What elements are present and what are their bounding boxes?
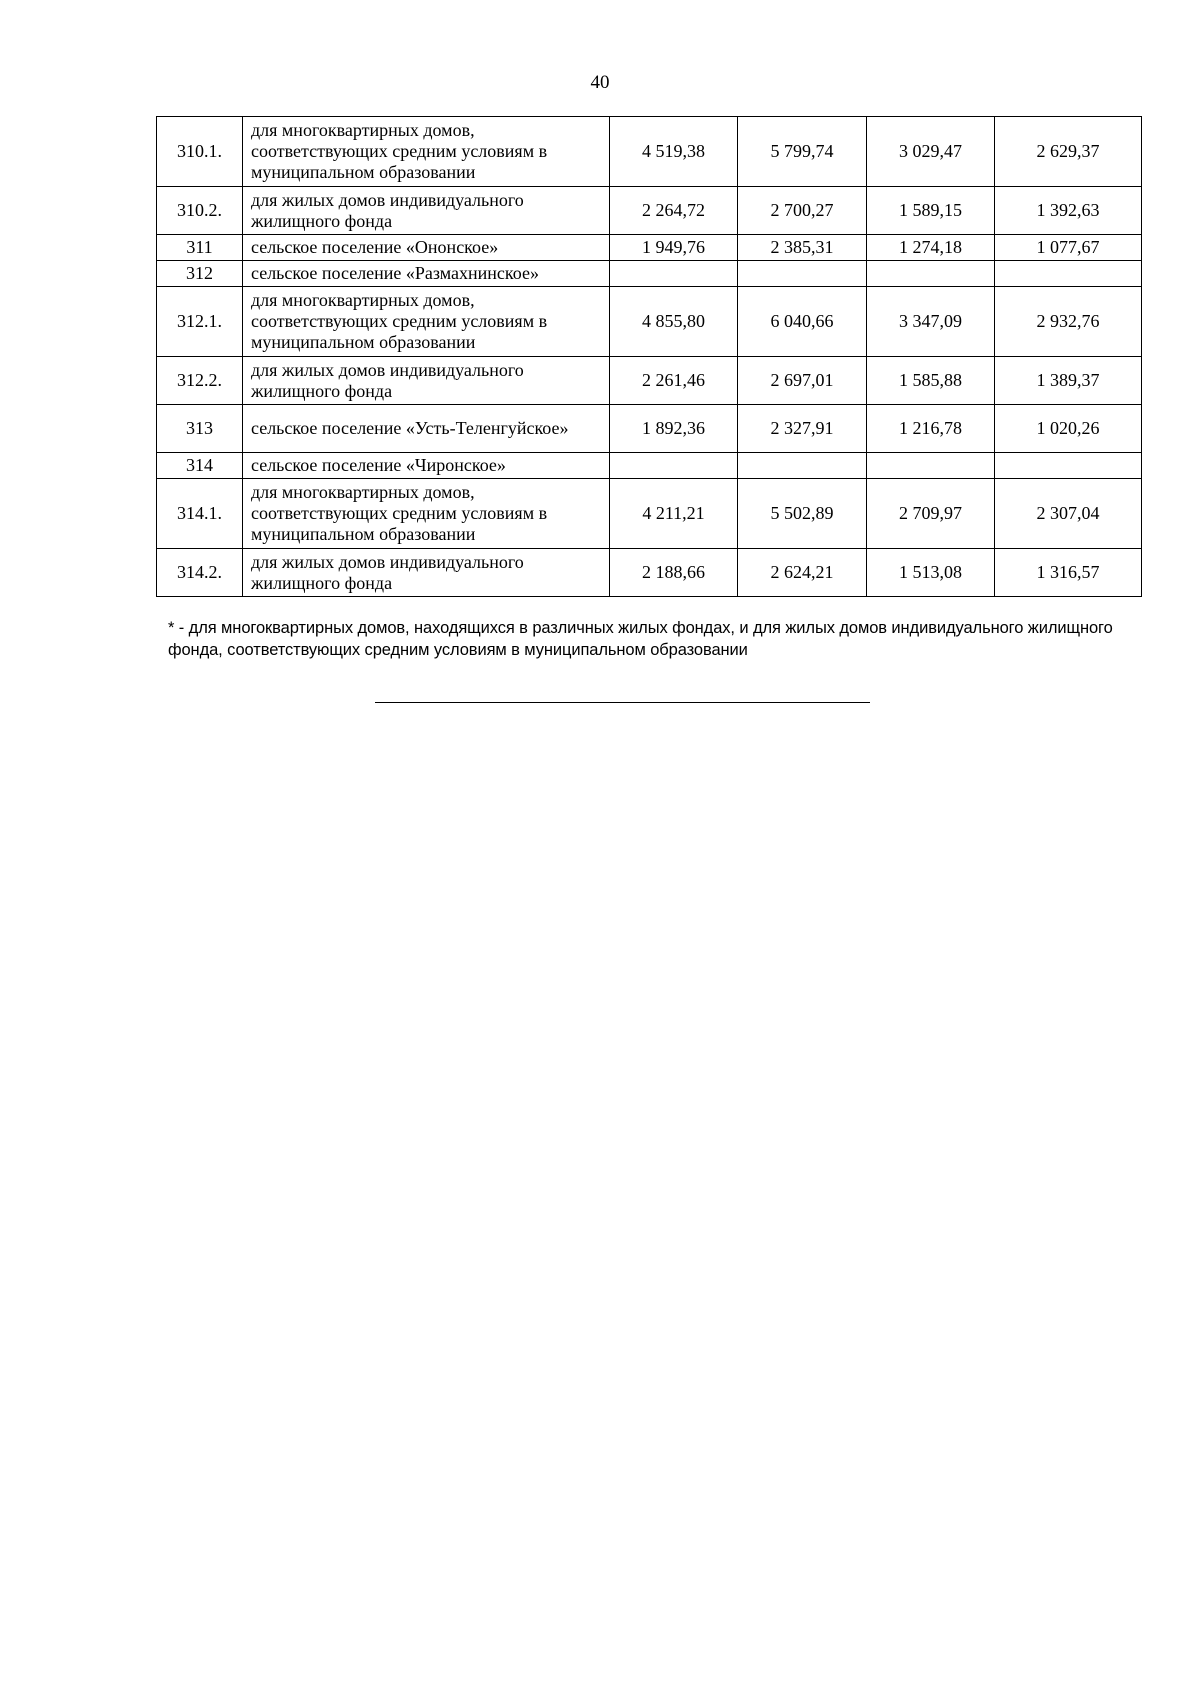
value-cell: 1 077,67 xyxy=(995,235,1142,261)
row-name: сельское поселение «Усть-Теленгуйское» xyxy=(243,405,610,453)
row-number: 312 xyxy=(157,261,243,287)
value-cell xyxy=(867,453,995,479)
value-cell: 2 261,46 xyxy=(610,357,738,405)
value-cell: 4 519,38 xyxy=(610,117,738,187)
value-cell: 2 624,21 xyxy=(738,549,867,597)
row-number: 311 xyxy=(157,235,243,261)
value-cell: 3 347,09 xyxy=(867,287,995,357)
value-cell: 4 855,80 xyxy=(610,287,738,357)
table-row xyxy=(157,261,1142,287)
value-cell: 2 932,76 xyxy=(995,287,1142,357)
value-cell xyxy=(738,261,867,287)
row-number: 312.2. xyxy=(157,357,243,405)
page-number: 40 xyxy=(590,72,610,93)
table-row xyxy=(157,235,1142,261)
row-name: для жилых домов индивидуального жилищного фонда xyxy=(243,187,610,235)
value-cell: 2 709,97 xyxy=(867,479,995,549)
value-cell: 1 389,37 xyxy=(995,357,1142,405)
value-cell: 1 949,76 xyxy=(610,235,738,261)
footnote: * - для многоквартирных домов, находящихся в различных жилых фондах, и для жилых домов индивидуального жилищного фонда, соответствующих средним условиям в муниципальном образовании xyxy=(168,619,1113,659)
row-number: 314.2. xyxy=(157,549,243,597)
row-number: 313 xyxy=(157,405,243,453)
value-cell: 1 216,78 xyxy=(867,405,995,453)
value-cell: 2 188,66 xyxy=(610,549,738,597)
row-number: 314 xyxy=(157,453,243,479)
row-name: сельское поселение «Ононское» xyxy=(243,235,610,261)
value-cell: 5 502,89 xyxy=(738,479,867,549)
value-cell: 1 589,15 xyxy=(867,187,995,235)
value-cell xyxy=(610,453,738,479)
value-cell: 2 385,31 xyxy=(738,235,867,261)
value-cell: 6 040,66 xyxy=(738,287,867,357)
value-cell: 3 029,47 xyxy=(867,117,995,187)
table-row xyxy=(157,453,1142,479)
row-name: сельское поселение «Чиронское» xyxy=(243,453,610,479)
value-cell xyxy=(738,453,867,479)
row-name: сельское поселение «Размахнинское» xyxy=(243,261,610,287)
value-cell: 1 513,08 xyxy=(867,549,995,597)
table-row xyxy=(157,405,1142,453)
row-name: для жилых домов индивидуального жилищного фонда xyxy=(243,357,610,405)
value-cell xyxy=(867,261,995,287)
table-row xyxy=(157,187,1142,235)
value-cell: 2 700,27 xyxy=(738,187,867,235)
value-cell: 2 327,91 xyxy=(738,405,867,453)
value-cell: 1 020,26 xyxy=(995,405,1142,453)
table-row xyxy=(157,549,1142,597)
value-cell xyxy=(610,261,738,287)
row-name: для многоквартирных домов, соответствующих средним условиям в муниципальном образовании xyxy=(243,287,610,357)
closing-rule xyxy=(375,702,870,703)
row-number: 312.1. xyxy=(157,287,243,357)
value-cell: 2 264,72 xyxy=(610,187,738,235)
tariff-table xyxy=(156,116,1142,597)
value-cell xyxy=(995,261,1142,287)
value-cell: 1 585,88 xyxy=(867,357,995,405)
table-row xyxy=(157,479,1142,549)
row-number: 310.1. xyxy=(157,117,243,187)
table-row xyxy=(157,357,1142,405)
value-cell: 1 392,63 xyxy=(995,187,1142,235)
row-number: 310.2. xyxy=(157,187,243,235)
value-cell xyxy=(995,453,1142,479)
value-cell: 5 799,74 xyxy=(738,117,867,187)
value-cell: 2 697,01 xyxy=(738,357,867,405)
value-cell: 2 307,04 xyxy=(995,479,1142,549)
table-row xyxy=(157,287,1142,357)
value-cell: 1 892,36 xyxy=(610,405,738,453)
value-cell: 4 211,21 xyxy=(610,479,738,549)
row-name: для многоквартирных домов, соответствующих средним условиям в муниципальном образовании xyxy=(243,117,610,187)
value-cell: 2 629,37 xyxy=(995,117,1142,187)
table-row xyxy=(157,117,1142,187)
row-number: 314.1. xyxy=(157,479,243,549)
row-name: для жилых домов индивидуального жилищного фонда xyxy=(243,549,610,597)
value-cell: 1 274,18 xyxy=(867,235,995,261)
value-cell: 1 316,57 xyxy=(995,549,1142,597)
row-name: для многоквартирных домов, соответствующих средним условиям в муниципальном образовании xyxy=(243,479,610,549)
